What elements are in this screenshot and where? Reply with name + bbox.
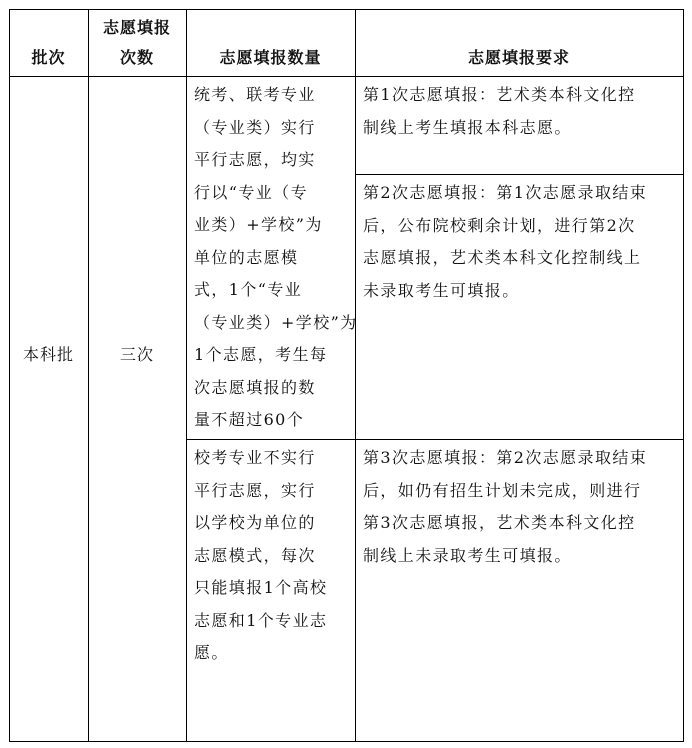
header-count: 志愿填报 次数 [102, 18, 171, 67]
table-left-border [9, 9, 10, 742]
table-top-border [9, 9, 683, 10]
requirement-cell-round-1: 第1次志愿填报：艺术类本科文化控 制线上考生填报本科志愿。 [363, 85, 636, 137]
table-right-border [683, 9, 684, 742]
column-divider-2 [186, 9, 187, 742]
quantity-cell-unified: 统考、联考专业 （专业类）实行 平行志愿，均实 行以“专业（专 业类）+学校”为 单位的志愿模 式，1个“专业 （专业类）+学校”为 1个志愿，考生每 次志愿填报的数 量不超过60个 [194, 85, 358, 429]
quantity-requirement-divider [186, 439, 683, 440]
header-bottom-border [9, 76, 683, 77]
count-cell: 三次 [119, 345, 154, 364]
column-divider-1 [88, 9, 89, 742]
table-bottom-border [9, 741, 683, 742]
batch-cell: 本科批 [22, 345, 74, 364]
requirement-cell-round-2: 第2次志愿填报：第1次志愿录取结束 后，公布院校剩余计划，进行第2次 志愿填报，艺术类本科文化控制线上 未录取考生可填报。 [363, 183, 648, 300]
requirement-cell-round-3: 第3次志愿填报：第2次志愿录取结束 后，如仍有招生计划未完成，则进行 第3次志愿填报，艺术类本科文化控 制线上未录取考生可填报。 [363, 448, 648, 565]
requirement-divider-1 [355, 174, 683, 175]
header-batch: 批次 [31, 48, 66, 67]
header-requirement: 志愿填报要求 [467, 48, 570, 67]
quantity-cell-school: 校考专业不实行 平行志愿，实行 以学校为单位的 志愿模式，每次 只能填报1个高校 志愿和1个专业志 愿。 [194, 448, 328, 662]
header-quantity: 志愿填报数量 [219, 48, 322, 67]
